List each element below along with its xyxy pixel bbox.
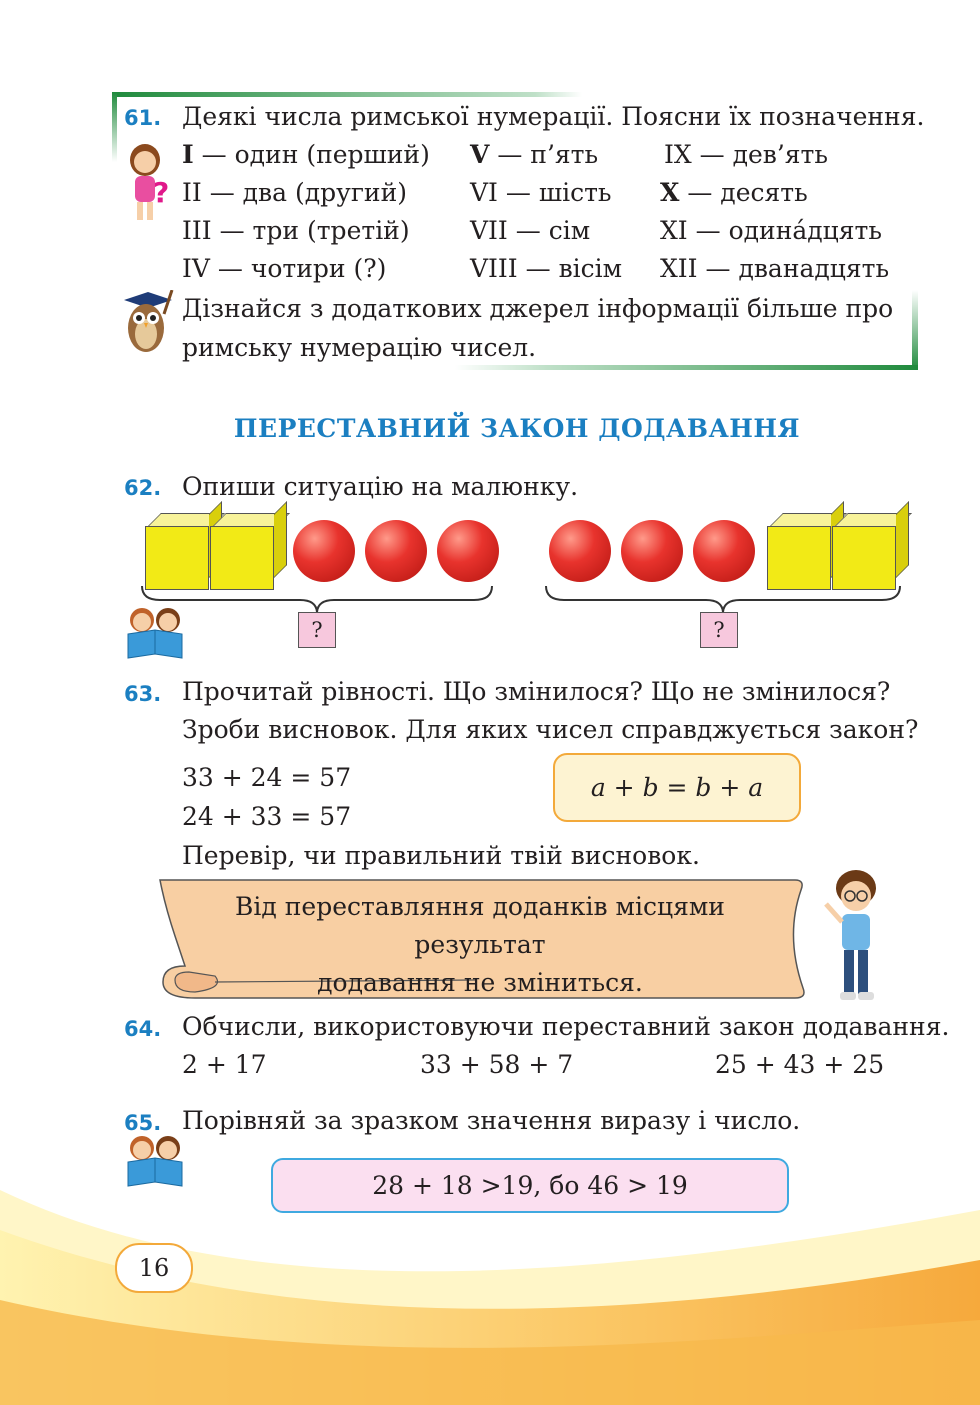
exercise-text: Опиши ситуацію на малюнку.	[182, 472, 579, 501]
girl-question-icon	[123, 140, 171, 226]
example-box: 28 + 18 >19, бо 46 > 19	[271, 1158, 789, 1213]
frame-right-line	[912, 290, 918, 370]
task-line-2: римську нумерацію чисел.	[182, 333, 537, 362]
exercise-number: 64.	[124, 1017, 162, 1041]
question-box: ?	[298, 612, 336, 648]
boy-pointing-icon	[818, 866, 890, 1006]
check-text: Перевір, чи правильний твій висновок.	[182, 841, 700, 870]
roman-row-2-col-1: II — два (другий)	[182, 178, 408, 207]
frame-left-line	[112, 92, 117, 162]
red-ball	[437, 520, 499, 582]
exercise-number: 62.	[124, 476, 162, 500]
page-number: 16	[115, 1243, 193, 1293]
rule-line-1: Від переставляння доданків місцями результат	[235, 892, 725, 959]
red-ball	[365, 520, 427, 582]
yellow-cube	[145, 526, 209, 590]
roman-row-2-col-3: X — десять	[660, 178, 808, 207]
question-box: ?	[700, 612, 738, 648]
roman-row-1-col-3: IX — дев’ять	[664, 140, 829, 169]
red-ball	[621, 520, 683, 582]
curly-brace-right	[544, 584, 904, 614]
exercise-text: Деякі числа римської нумерації. Поясни їх позначення.	[182, 102, 925, 131]
frame-bottom-line	[455, 365, 918, 370]
roman-row-3-col-3: XI — одина́дцять	[660, 216, 882, 245]
roman-row-1-col-1: I — один (перший)	[182, 140, 430, 169]
yellow-cube	[210, 526, 274, 590]
owl-teacher-icon	[118, 290, 174, 358]
exercise-text: Обчисли, використовуючи переставний закон додавання.	[182, 1012, 950, 1041]
formula-box: a + b = b + a	[553, 753, 801, 822]
kids-reading-icon	[124, 1132, 186, 1188]
kids-reading-icon	[124, 604, 186, 660]
exercise-text: Порівняй за зразком значення виразу і число.	[182, 1106, 801, 1135]
rule-text	[170, 888, 790, 1002]
svg-text:?: ?	[153, 176, 170, 209]
expression: 33 + 58 + 7	[420, 1050, 574, 1079]
curly-brace-left	[140, 584, 495, 614]
frame-top-line	[112, 92, 582, 97]
rule-line-2: додавання не зміниться.	[317, 968, 643, 997]
equation: 24 + 33 = 57	[182, 802, 352, 831]
roman-row-4-col-2: VIII — вісім	[470, 254, 623, 283]
task-line-1: Дізнайся з додаткових джерел інформації більше про	[182, 294, 894, 323]
exercise-number: 63.	[124, 682, 162, 706]
exercise-number: 65.	[124, 1111, 162, 1135]
exercise-text: Прочитай рівності. Що змінилося? Що не змінилося?	[182, 677, 891, 706]
exercise-text-2: Зроби висновок. Для яких чисел справджується закон?	[182, 715, 919, 744]
roman-row-4-col-3: XII — дванадцять	[660, 254, 890, 283]
expression: 25 + 43 + 25	[715, 1050, 885, 1079]
roman-row-3-col-2: VII — сім	[470, 216, 591, 245]
roman-row-1-col-2: V — п’ять	[470, 140, 599, 169]
red-ball	[693, 520, 755, 582]
roman-row-3-col-1: III — три (третій)	[182, 216, 410, 245]
section-title: ПЕРЕСТАВНИЙ ЗАКОН ДОДАВАННЯ	[233, 414, 801, 443]
yellow-cube	[832, 526, 896, 590]
red-ball	[293, 520, 355, 582]
expression: 2 + 17	[182, 1050, 267, 1079]
yellow-cube	[767, 526, 831, 590]
red-ball	[549, 520, 611, 582]
roman-row-2-col-2: VI — шість	[470, 178, 612, 207]
exercise-number: 61.	[124, 106, 162, 130]
roman-row-4-col-1: IV — чотири (?)	[182, 254, 387, 283]
equation: 33 + 24 = 57	[182, 763, 352, 792]
